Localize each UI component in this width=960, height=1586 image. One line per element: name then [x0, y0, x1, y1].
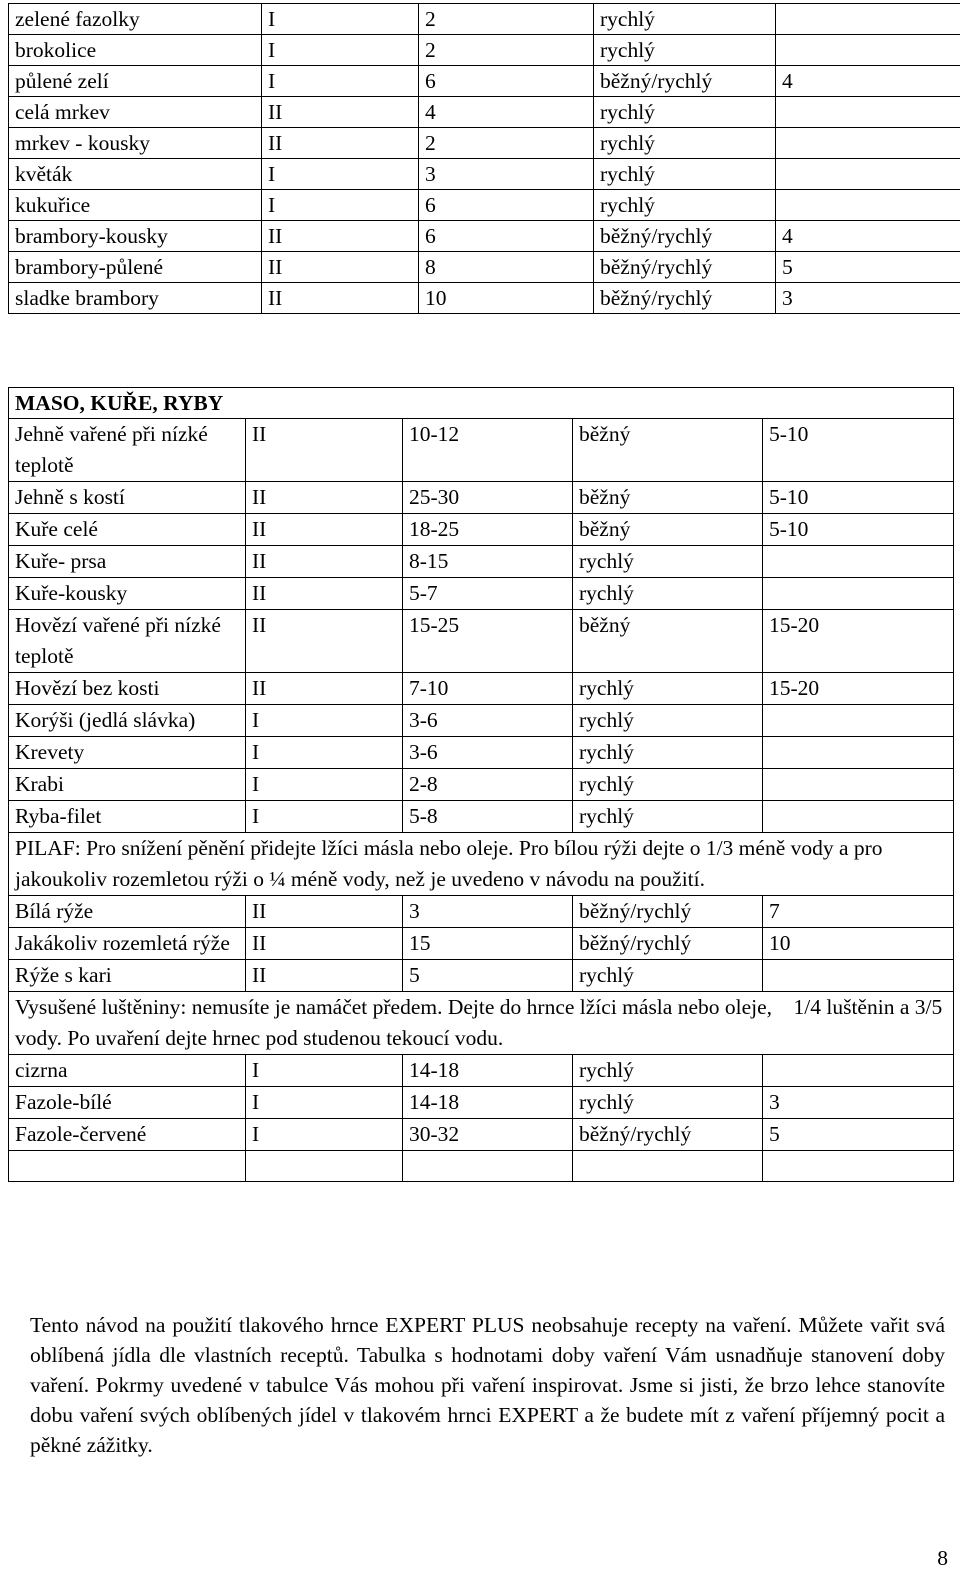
empty-cell — [9, 1151, 246, 1182]
table-row — [9, 769, 954, 801]
table-cell: 5-10 — [763, 419, 954, 482]
table-cell: 25-30 — [403, 482, 573, 514]
table-cell: rychlý — [594, 159, 776, 190]
table-row — [9, 1087, 954, 1119]
table-cell: I — [262, 159, 419, 190]
empty-cell — [573, 1151, 763, 1182]
table-cell: běžný/rychlý — [594, 283, 776, 314]
table-cell — [763, 737, 954, 769]
table-cell: Fazole-bílé — [9, 1087, 246, 1119]
cooking-times-table — [8, 387, 954, 1182]
table-cell: I — [246, 1087, 403, 1119]
table-cell: I — [246, 705, 403, 737]
table-cell: 14-18 — [403, 1087, 573, 1119]
table-cell: 2 — [419, 35, 594, 66]
table-cell: 18-25 — [403, 514, 573, 546]
table-cell: rychlý — [573, 737, 763, 769]
table-cell: II — [246, 482, 403, 514]
table-row — [9, 705, 954, 737]
table-cell: II — [246, 514, 403, 546]
table-cell: 4 — [776, 66, 960, 97]
table-row — [9, 482, 954, 514]
table-row — [9, 960, 954, 992]
table-cell: II — [246, 546, 403, 578]
table-cell: zelené fazolky — [9, 4, 262, 35]
table-cell: Korýši (jedlá slávka) — [9, 705, 246, 737]
table-cell: I — [262, 190, 419, 221]
table-cell: Kuře-kousky — [9, 578, 246, 610]
table-cell: půlené zelí — [9, 66, 262, 97]
table-cell: I — [246, 1055, 403, 1087]
table-cell — [763, 1055, 954, 1087]
table-cell: II — [262, 128, 419, 159]
table-cell: rychlý — [594, 190, 776, 221]
table-cell: běžný/rychlý — [594, 66, 776, 97]
table-cell: rychlý — [573, 546, 763, 578]
table-row — [9, 419, 954, 482]
empty-cell — [763, 1151, 954, 1182]
table-cell: rychlý — [594, 4, 776, 35]
table-row — [9, 1119, 954, 1151]
table-row — [9, 546, 954, 578]
table-cell: 3 — [763, 1087, 954, 1119]
table-row — [9, 35, 960, 66]
table-cell: 5-10 — [763, 514, 954, 546]
table-cell: 3 — [403, 896, 573, 928]
table-cell: 5 — [763, 1119, 954, 1151]
table-cell: kukuřice — [9, 190, 262, 221]
table-cell: II — [262, 221, 419, 252]
table-cell: rychlý — [573, 673, 763, 705]
table-row — [9, 128, 960, 159]
table-cell: Krevety — [9, 737, 246, 769]
table-cell: Ryba-filet — [9, 801, 246, 833]
table-cell: 7 — [763, 896, 954, 928]
table-cell: 6 — [419, 221, 594, 252]
table-row — [9, 4, 960, 35]
table-cell: II — [246, 896, 403, 928]
closing-paragraph: Tento návod na použití tlakového hrnce EXPERT PLUS neobsahuje recepty na vaření. Můžete vařit svá oblíbená jídla dle vlastních receptů. Tabulka s hodnotami doby vaření Vám usnadňuje stanovení doby vaření. Pokrmy uvedené v tabulce Vás mohou při vaření inspirovat. Jsme si jisti, že brzo lehce stanovíte dobu vaření svých oblíbených jídel v tlakovém hrnci EXPERT a že budete mít z vaření příjemný pocit a pěkné zážitky. — [30, 1313, 945, 1457]
vegetable-table — [8, 3, 960, 314]
table-cell: mrkev - kousky — [9, 128, 262, 159]
meat-section-header: MASO, KUŘE, RYBY — [9, 388, 954, 419]
table-cell: II — [246, 419, 403, 482]
table-cell: 5-10 — [763, 482, 954, 514]
table-cell: 7-10 — [403, 673, 573, 705]
pilaf-note: PILAF: Pro snížení pěnění přidejte lžíci másla nebo oleje. Pro bílou rýži dejte o 1/3 méně vody a pro jakoukoliv rozemletou rýži o ¼ méně vody, než je uvedeno v návodu na použití. — [9, 833, 954, 896]
table-cell: 15-20 — [763, 673, 954, 705]
table-cell: brokolice — [9, 35, 262, 66]
table-row — [9, 159, 960, 190]
table-cell — [776, 128, 960, 159]
table-cell: 5-8 — [403, 801, 573, 833]
table-cell: Jakákoliv rozemletá rýže — [9, 928, 246, 960]
table-cell: II — [262, 252, 419, 283]
table-cell: I — [246, 1119, 403, 1151]
table-row — [9, 252, 960, 283]
table-cell: rychlý — [573, 1055, 763, 1087]
table-cell: brambory-půlené — [9, 252, 262, 283]
table-row — [9, 610, 954, 673]
table-row — [9, 97, 960, 128]
table-cell: I — [262, 35, 419, 66]
table-cell: rychlý — [594, 97, 776, 128]
table-cell — [763, 769, 954, 801]
table-cell: 3-6 — [403, 737, 573, 769]
table-cell: Kuře celé — [9, 514, 246, 546]
table-cell: 3-6 — [403, 705, 573, 737]
table-row — [9, 928, 954, 960]
table-row — [9, 190, 960, 221]
table-cell: I — [262, 66, 419, 97]
table-row — [9, 737, 954, 769]
table-cell: cizrna — [9, 1055, 246, 1087]
table-cell: Bílá rýže — [9, 896, 246, 928]
table-cell: rychlý — [573, 578, 763, 610]
table-cell: běžný/rychlý — [573, 928, 763, 960]
table-cell: 15 — [403, 928, 573, 960]
table-cell: Fazole-červené — [9, 1119, 246, 1151]
table-cell — [776, 97, 960, 128]
table-cell: sladke brambory — [9, 283, 262, 314]
empty-row — [9, 1151, 954, 1182]
table-cell: Krabi — [9, 769, 246, 801]
table-cell — [776, 159, 960, 190]
table-cell — [776, 35, 960, 66]
table-cell: 8-15 — [403, 546, 573, 578]
table-cell: rychlý — [594, 35, 776, 66]
table-cell: běžný/rychlý — [573, 1119, 763, 1151]
table-cell: Jehně s kostí — [9, 482, 246, 514]
table-row — [9, 673, 954, 705]
table-cell — [776, 190, 960, 221]
table-cell: 4 — [776, 221, 960, 252]
table-cell: II — [246, 960, 403, 992]
table-cell: 5-7 — [403, 578, 573, 610]
legume-note: Vysušené luštěniny: nemusíte je namáčet předem. Dejte do hrnce lžíci másla nebo oleje, 1/4 luštěnin a 3/5 vody. Po uvaření dejte hrnec pod studenou tekoucí vodu. — [9, 992, 954, 1055]
table-cell: I — [246, 769, 403, 801]
table-cell: II — [246, 578, 403, 610]
empty-cell — [403, 1151, 573, 1182]
table-cell: II — [262, 283, 419, 314]
table-row — [9, 221, 960, 252]
table-cell: 15-20 — [763, 610, 954, 673]
table-cell — [763, 705, 954, 737]
table-cell: brambory-kousky — [9, 221, 262, 252]
table-cell: 2 — [419, 4, 594, 35]
table-cell: Kuře- prsa — [9, 546, 246, 578]
table-row — [9, 283, 960, 314]
table-cell: 10-12 — [403, 419, 573, 482]
table-cell: běžný/rychlý — [594, 221, 776, 252]
table-cell: rychlý — [594, 128, 776, 159]
table-cell — [763, 960, 954, 992]
table-cell: Hovězí vařené při nízké teplotě — [9, 610, 246, 673]
table-cell: 5 — [403, 960, 573, 992]
table-cell: 4 — [419, 97, 594, 128]
table-cell: 8 — [419, 252, 594, 283]
table-row — [9, 1055, 954, 1087]
table-cell: běžný — [573, 610, 763, 673]
table-cell — [776, 4, 960, 35]
table-cell: běžný — [573, 514, 763, 546]
table-row — [9, 578, 954, 610]
table-cell: 3 — [776, 283, 960, 314]
table-cell: rychlý — [573, 801, 763, 833]
table-cell: II — [246, 928, 403, 960]
note-row — [9, 833, 954, 896]
table-cell: 6 — [419, 66, 594, 97]
table-cell: II — [262, 97, 419, 128]
table-cell: běžný — [573, 419, 763, 482]
table-cell: rychlý — [573, 769, 763, 801]
table-cell: běžný — [573, 482, 763, 514]
empty-cell — [246, 1151, 403, 1182]
table-cell — [763, 546, 954, 578]
note-row — [9, 992, 954, 1055]
table-cell: 3 — [419, 159, 594, 190]
table-row — [9, 514, 954, 546]
table-row — [9, 896, 954, 928]
table-cell: Hovězí bez kosti — [9, 673, 246, 705]
table-cell: 10 — [419, 283, 594, 314]
table-cell: 30-32 — [403, 1119, 573, 1151]
table-cell: 2-8 — [403, 769, 573, 801]
table-cell: celá mrkev — [9, 97, 262, 128]
table-cell: 6 — [419, 190, 594, 221]
table-row — [9, 66, 960, 97]
table-cell: I — [262, 4, 419, 35]
table-cell: rychlý — [573, 705, 763, 737]
table-cell: I — [246, 737, 403, 769]
table-row — [9, 801, 954, 833]
table-cell: Rýže s kari — [9, 960, 246, 992]
table-cell — [763, 801, 954, 833]
table-cell: 5 — [776, 252, 960, 283]
table-cell: 10 — [763, 928, 954, 960]
table-cell: 15-25 — [403, 610, 573, 673]
table-cell: 14-18 — [403, 1055, 573, 1087]
section-header-row — [9, 388, 954, 419]
table-cell: Jehně vařené při nízké teplotě — [9, 419, 246, 482]
table-cell: běžný/rychlý — [594, 252, 776, 283]
table-cell: rychlý — [573, 1087, 763, 1119]
page-number: 8 — [937, 1546, 948, 1570]
table-cell — [763, 578, 954, 610]
table-cell: 2 — [419, 128, 594, 159]
table-cell: rychlý — [573, 960, 763, 992]
table-cell: II — [246, 610, 403, 673]
table-cell: květák — [9, 159, 262, 190]
table-cell: I — [246, 801, 403, 833]
table-cell: II — [246, 673, 403, 705]
table-cell: běžný/rychlý — [573, 896, 763, 928]
